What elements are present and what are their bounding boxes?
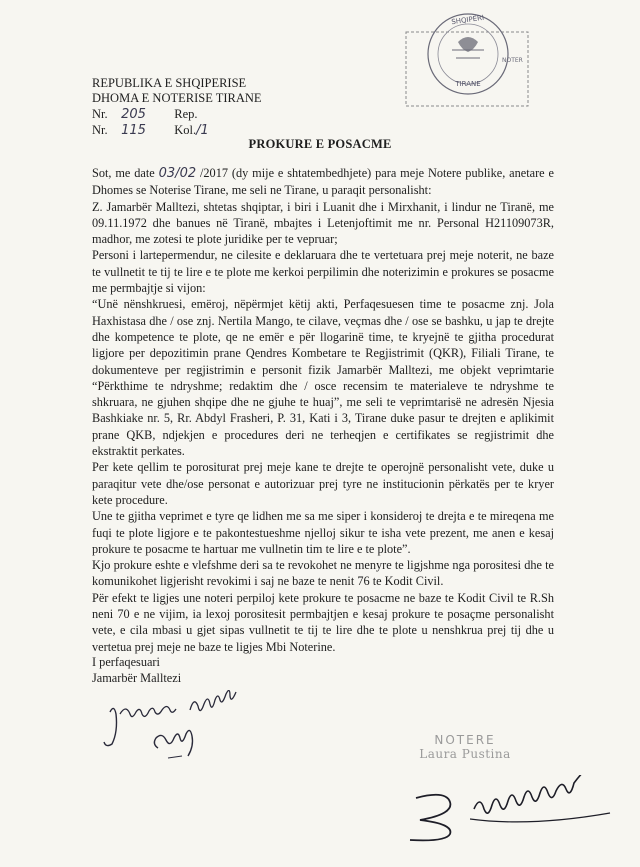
paragraph-notarization: Për efekt te ligjes une noteri perpiloj kete prokure te posacme ne baze te Kodit Civil te R.Sh neni 70 e ne vijim, ia lexoj porositesit permbajtjen e kesaj prokure te posaçme personalisht vete, e cila mbasi u gjet sipas vullnetit te tij te lire dhe te plote u nenshkrua prej tij dhe u vertetua prej meje ne baze te ligjes Mbi Noterine. bbox=[92, 590, 554, 654]
document-title: PROKURE E POSACME bbox=[248, 137, 392, 151]
principal-name: Jamarbër Malltezi bbox=[92, 671, 182, 685]
kol-number: 115 bbox=[121, 123, 146, 138]
date-rest: /2017 (dy mije e shtatembedhjete) para meje Notere publike, anetare e Dhomes se Noterise Tirane, me seli ne Tirane, u paraqit personalisht: bbox=[92, 166, 554, 198]
rep-number: 205 bbox=[121, 107, 146, 122]
notary-signature-icon bbox=[470, 775, 620, 835]
notary-stamp bbox=[400, 733, 530, 761]
notary-name: Laura Pustina bbox=[419, 747, 511, 761]
kol-number-row bbox=[92, 123, 209, 138]
svg-text:NOTER: NOTER bbox=[502, 57, 523, 64]
notary-signature-flourish-icon bbox=[396, 782, 466, 842]
handwritten-date: 03/02 bbox=[158, 166, 197, 181]
rep-number-row bbox=[92, 107, 198, 122]
svg-text:TIRANE: TIRANE bbox=[455, 80, 481, 88]
notary-seal-icon bbox=[402, 2, 532, 110]
closing-block bbox=[92, 654, 181, 686]
office-header bbox=[92, 76, 262, 106]
header-line-republic: REPUBLIKA E SHQIPERISE bbox=[92, 76, 247, 90]
paragraph-request: Personi i lartepermendur, ne cilesite e deklaruara dhe te vertetuara prej meje noterit, ne baze te vullnetit te tij te lire e te plote me kerkoi perpilimin dhe noterizimin e prokures se posacme me permbajtje si vijon: bbox=[92, 248, 554, 296]
kol-label: Kol. bbox=[174, 123, 197, 137]
document-body bbox=[92, 165, 554, 655]
nr-label: Nr. bbox=[92, 123, 108, 137]
date-intro: Sot, me date bbox=[92, 166, 159, 180]
paragraph-principal: Z. Jamarbër Malltezi, shtetas shqiptar, i biri i Luanit dhe i Mirxhanit, i lindur ne Tiranë, me 09.11.1972 dhe banues në Tiranë, mbajtes i Letenjoftimit me nr. Personal H21109073R, madhor, me zotesi te plote juridike per te vepruar; bbox=[92, 199, 554, 247]
paragraph-mandate: “Unë nënshkruesi, emëroj, nëpërmjet këtij akti, Perfaqesuesen time te posacme znj. Jola Haxhistasa dhe / ose znj. Nertila Mango, te cilave, veçmas dhe / ose se bashku, u jap te drejte dhe kompetence te plote, qe ne emër e për llogarinë time, te kryejnë te gjitha procedurat ligjore per depozitimin prane Qendres Kombetare te Regjistrimit (QKR), Filiali Tirane, te dokumenteve per regjistrimin e personit fizik Jamarbër Malltezi, me objekt veprimtarie “Përkthime te ndryshme; redaktim dhe / osce recensim te materialeve te ndryshme te shkruara, ne gjuhen shqipe dhe ne gjuhe te huaj”, me seli te veprimtarisë ne adresën Njesia Bashkiake nr. 5, Rr. Abdyl Frasheri, P. 31, Kati i 3, Tirane duke pasur te drejten e aplikimit prane QKB, ndjekjen e procedures deri ne terheqjen e certifikates se regjistrimit dhe ekstraktit perkates. bbox=[92, 297, 554, 459]
svg-text:SHQIPERI: SHQIPERI bbox=[450, 13, 485, 27]
nr-label: Nr. bbox=[92, 107, 108, 121]
notary-label: NOTERE bbox=[434, 733, 496, 747]
header-line-chamber: DHOMA E NOTERISE TIRANE bbox=[92, 91, 262, 105]
principal-role: I perfaqesuari bbox=[92, 655, 160, 669]
principal-signature-icon bbox=[98, 690, 298, 780]
paragraph-purpose: Per kete qellim te porositurat prej meje kane te drejte te operojnë personalisht vete, duke u paraqitur vete dhe/ose personat e autorizuar prej tyre ne institucionin përkatës per te kryer kete procedure. bbox=[92, 460, 554, 507]
paragraph-validity: Kjo prokure eshte e vlefshme deri sa te revokohet ne menyre te ligjshme nga porositesi dhe te komunikohet ligjerisht revokimi i saj ne baze te nenit 76 te Kodit Civil. bbox=[92, 558, 554, 589]
paragraph-ratification: Une te gjitha veprimet e tyre qe lidhen me sa me siper i konsideroj te drejta e te mireqena me fuqi te plote ligjore e te pakontestueshme njelloj sikur te isha vete prezent, me anen e kesaj prokure te posacme te hartuar me vullnetin tim te lire e te plote”. bbox=[92, 509, 554, 556]
rep-label: Rep. bbox=[174, 107, 198, 121]
paragraph-date bbox=[92, 165, 554, 199]
kol-value: /1 bbox=[196, 123, 209, 138]
